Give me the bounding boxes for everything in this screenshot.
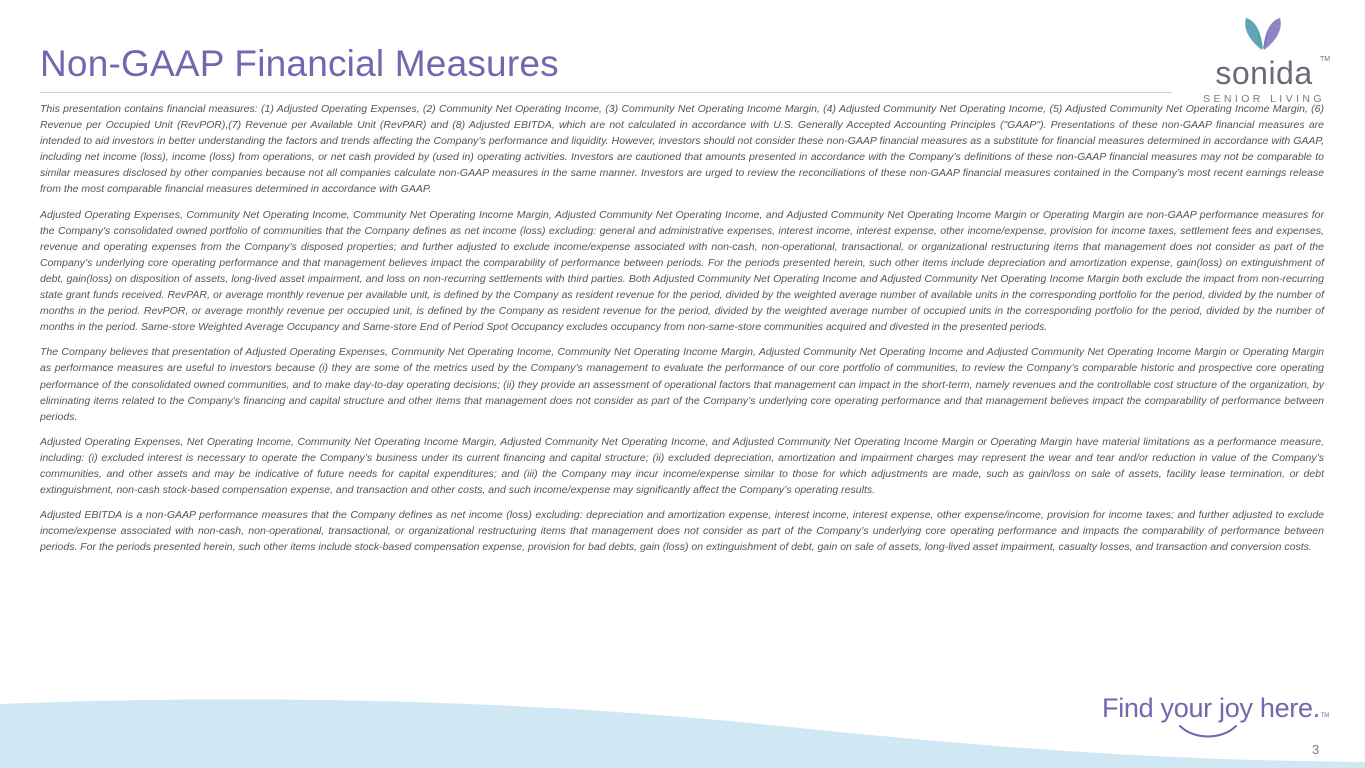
logo-tagline: SENIOR LIVING — [1203, 93, 1325, 105]
paragraph-3: The Company believes that presentation of Adjusted Operating Expenses, Community Net Operating Income, Community Net Operating Income Margin, Adjusted Community Net Operating Income and Adjusted Community Net Operating Income Margin or Operating Margin as performance measures are useful to investors because (i) they are some of the metrics used by the Company’s management to evaluate the performance of our core portfolio of communities, to review the Company’s comparable historic and prospective core operating performance of the consolidated owned communities, and to make day-to-day operating decisions; (ii) they provide an assessment of operational factors that management can impact in the short-term, namely revenues and the controllable cost structure of the organization, by eliminating items related to the Company’s financing and capital structure and other items that management does not consider as part of the Company’s underlying core operating performance and that management believes impact the comparability of performance between periods. — [40, 346, 1324, 423]
paragraph-5: Adjusted EBITDA is a non-GAAP performance measures that the Company defines as net income (loss) excluding: depreciation and amortization expense, interest income, interest expense, other expense/income, provision for income taxes; and further adjusted to exclude income/expense associated with non-cash, non-operational, transactional, or organizational restructuring items that management does not consider as part of the Company’s underlying core operating performance and impacts the comparability of performance between periods. For the periods presented herein, such other items include stock-based compensation expense, provision for bad debts, gain (loss) on extinguishment of debt, gain on sale of assets, long-lived asset impairment, casualty losses, and transaction and conversion costs. — [40, 509, 1324, 554]
logo-trademark: TM — [1320, 56, 1331, 63]
butterfly-icon — [1196, 14, 1332, 54]
sonida-logo — [1196, 14, 1332, 105]
smile-icon — [1176, 722, 1240, 742]
slogan-trademark: TM — [1320, 713, 1329, 719]
disclosure-body — [40, 101, 1324, 564]
page-number: 3 — [1312, 742, 1320, 757]
paragraph-1: This presentation contains financial measures: (1) Adjusted Operating Expenses, (2) Community Net Operating Income, (3) Community Net Operating Income Margin, (4) Adjusted Community Net Operating Income, (5) Adjusted Community Net Operating Income Margin, (6) Revenue per Occupied Unit (RevPOR),(7) Revenue per Available Unit (RevPAR) and (8) Adjusted EBITDA, which are not calculated in accordance with U.S. Generally Accepted Accounting Principles ("GAAP"). Presentations of these non-GAAP financial measures are intended to aid investors in better understanding the factors and trends affecting the Company’s performance and liquidity. However, investors should not consider these non-GAAP financial measures as a substitute for financial measures determined in accordance with GAAP, including net income (loss), income (loss) from operations, or net cash provided by (used in) operating activities. Investors are cautioned that amounts presented in accordance with the Company’s definitions of these non-GAAP financial measures may not be comparable to similar measures disclosed by other companies because not all companies calculate non-GAAP measures in the same manner. Investors are urged to review the reconciliations of these non-GAAP financial measures contained in the Company’s most recent earnings release from the most comparable financial measures determined in accordance with GAAP. — [40, 103, 1324, 196]
title-divider — [40, 92, 1172, 93]
page-title: Non-GAAP Financial Measures — [40, 43, 559, 84]
paragraph-4: Adjusted Operating Expenses, Net Operating Income, Community Net Operating Income Margin, Adjusted Community Net Operating Income, and Adjusted Community Net Operating Income Margin or Operating Margin have material limitations as a performance measure, including: (i) excluded interest is necessary to operate the Company’s business under its current financing and capital structure; (ii) excluded depreciation, amortization and impairment charges may represent the wear and tear and/or reduction in value of the Company’s communities, and other assets and may be indicative of future needs for capital expenditures; and (iii) the Company may incur income/expense similar to those for which adjustments are made, such as gain/loss on sale of assets, facility lease termination, or debt extinguishment, non-cash stock-based compensation expense, and transaction and other costs, and such income/expense may significantly affect the Company’s operating results. — [40, 435, 1324, 497]
logo-wordmark: sonida — [1215, 55, 1313, 91]
slogan-text: Find your joy here. — [1102, 693, 1320, 723]
paragraph-2: Adjusted Operating Expenses, Community Net Operating Income, Community Net Operating Income Margin, Adjusted Community Net Operating Income, and Adjusted Community Net Operating Income Margin or Operating Margin are non-GAAP performance measures for the Company's consolidated owned portfolio of communities that the Company defines as net income (loss) excluding: general and administrative expenses, interest income, interest expense, other income/expense, provision for income taxes, settlement fees and expenses, revenue and operating expenses from the Company’s disposed properties; and further adjusted to exclude income/expense associated with non-cash, non-operational, transactional, or organizational restructuring items that management does not consider as part of the Company’s underlying core operating performance and that management believes impact the comparability of performance between periods. For the periods presented herein, such other items include depreciation and amortization expense, gain(loss) on extinguishment of debt, gain(loss) on disposition of assets, long-lived asset impairment, and loss on non-recurring settlements with third parties. Both Adjusted Community Net Operating Income and Adjusted Community Net Operating Income Margin both exclude the impact from non-recurring state grant funds received. RevPAR, or average monthly revenue per available unit, is defined by the Company as resident revenue for the period, divided by the weighted average number of available units in the corresponding portfolio for the period, divided by the number of months in the period. RevPOR, or average monthly revenue per occupied unit, is defined by the Company as resident revenue for the period, divided by the weighted average number of occupied units in the corresponding portfolio for the period, divided by the number of months in the period. Same-store Weighted Average Occupancy and Same-store End of Period Spot Occupancy excludes occupancy from non-same-store communities acquired and divested in the presented periods. — [40, 208, 1324, 334]
